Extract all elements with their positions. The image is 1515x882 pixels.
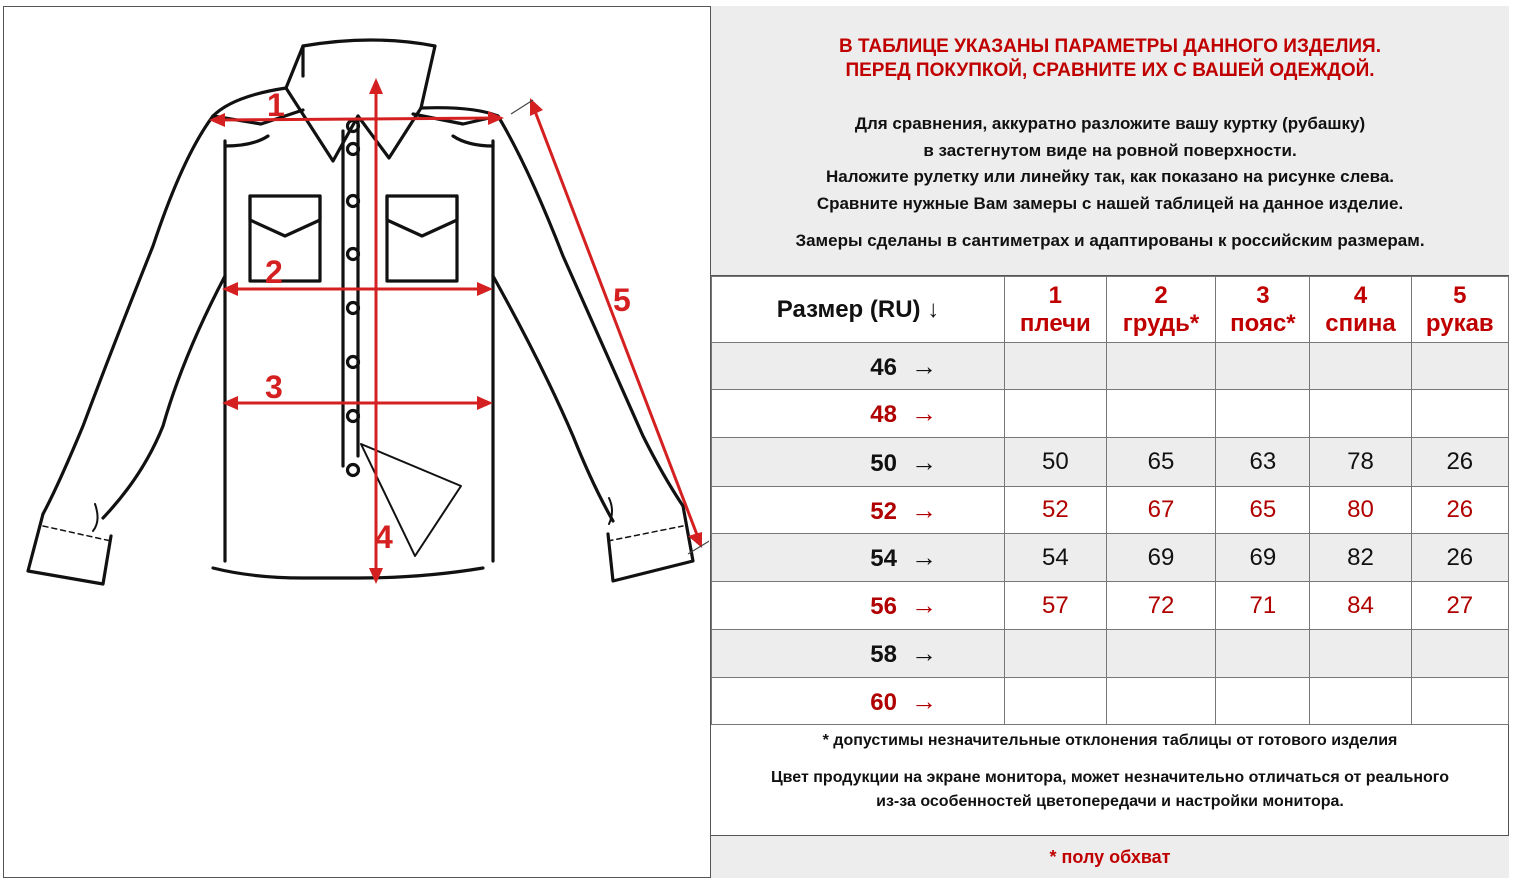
arrow-5-sleeve [533, 106, 699, 540]
column-header: 4 спина [1310, 277, 1411, 343]
info-header [711, 6, 1509, 276]
label-3: 3 [265, 369, 283, 405]
table-row: 52 → 52 67 65 80 26 [712, 487, 1509, 534]
label-2: 2 [265, 254, 283, 290]
page-title: В ТАБЛИЦЕ УКАЗАНЫ ПАРАМЕТРЫ ДАННОГО ИЗДЕЛИЯ. ПЕРЕД ПОКУПКОЙ, СРАВНИТЕ ИХ С ВАШЕЙ ОДЕЖДОЙ. [838, 36, 1381, 81]
shirt-outline [28, 40, 693, 584]
size-table [711, 276, 1509, 725]
table-row: 48 → [712, 390, 1509, 438]
shirt-diagram-panel [3, 6, 711, 878]
color-note: Цвет продукции на экране монитора, может незначительно отличаться от реального из-за особенностей цветопередачи и настройки монитора. [770, 769, 1450, 810]
footer-notes [711, 724, 1509, 836]
table-row: 54 → 54 69 69 82 26 [712, 534, 1509, 582]
column-header: 3 пояс* [1216, 277, 1310, 343]
measurement-arrows [209, 78, 709, 584]
arrow-1-shoulders [215, 118, 498, 120]
label-4: 4 [375, 519, 393, 555]
table-row: 50 → 50 65 63 78 26 [712, 438, 1509, 487]
measurement-labels [265, 87, 631, 555]
size-info-panel [711, 6, 1509, 878]
instructions: Для сравнения, аккуратно разложите вашу куртку (рубашку) в застегнутом виде на ровной поверхности. Наложите рулетку или линейку так, как показано на рисунке слева. Сравните нужные Вам замеры с нашей таблицей на данное изделие. [816, 114, 1404, 213]
shirt-diagram [3, 6, 709, 876]
table-row: 56 → 57 72 71 84 27 [712, 582, 1509, 630]
table-row: 58 → [712, 630, 1509, 678]
table-row: 60 → [712, 678, 1509, 725]
column-header: 1 плечи [1005, 277, 1107, 343]
size-header: Размер (RU) ↓ [712, 277, 1005, 343]
column-header: 2 грудь* [1106, 277, 1216, 343]
deviation-note: * допустимы незначительные отклонения таблицы от готового изделия [822, 732, 1398, 749]
label-1: 1 [267, 87, 285, 123]
label-5: 5 [613, 282, 631, 318]
table-row: 46 → [712, 343, 1509, 390]
legend-note: * полу обхват [711, 836, 1509, 878]
table-header-row [712, 277, 1509, 343]
units-note: Замеры сделаны в сантиметрах и адаптированы к российским размерам. [795, 231, 1425, 250]
column-header: 5 рукав [1411, 277, 1508, 343]
